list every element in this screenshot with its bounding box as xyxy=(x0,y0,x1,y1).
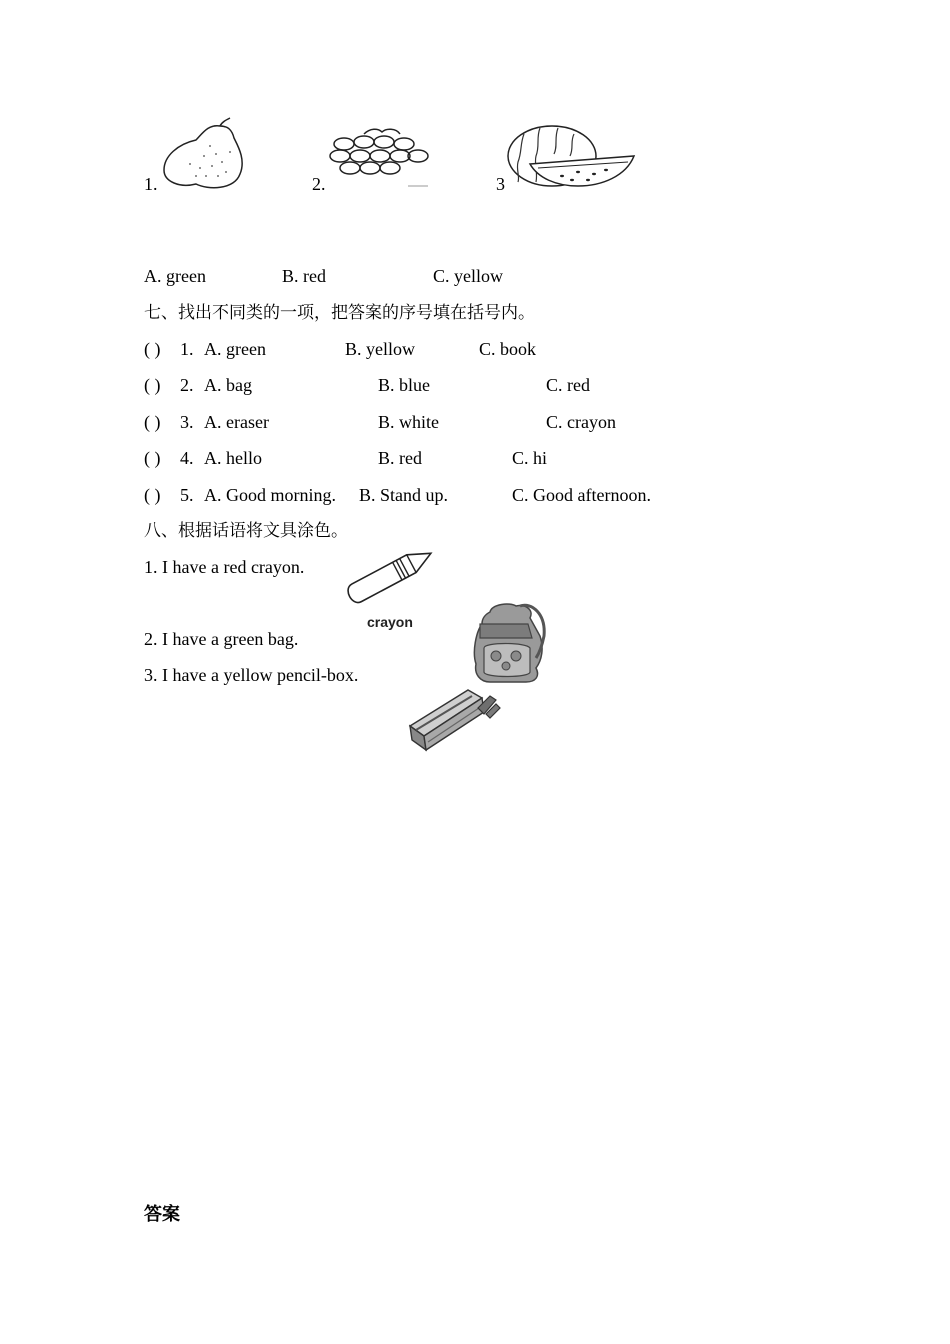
choice-b: B. white xyxy=(378,412,439,432)
fruit-number-2: 2. xyxy=(312,174,326,194)
crayon-icon[interactable] xyxy=(342,542,442,606)
sentence-2: 2. I have a green bag. xyxy=(144,629,299,649)
question-number: 5. xyxy=(180,485,194,505)
pencil-box-icon[interactable] xyxy=(406,686,502,754)
option-b: B. red xyxy=(282,266,326,286)
sentence-1: 1. I have a red crayon. xyxy=(144,557,305,577)
choice-c: C. book xyxy=(479,339,537,359)
choice-c: C. crayon xyxy=(546,412,616,432)
answer-bracket[interactable]: ( ) xyxy=(144,485,161,505)
fruit-number-3: 3 xyxy=(496,174,505,194)
grapes-icon xyxy=(328,126,432,188)
section-8-title: 八、根据话语将文具涂色。 xyxy=(144,521,348,541)
option-c: C. yellow xyxy=(433,266,503,286)
option-a: A. green xyxy=(144,266,206,286)
fruit-number-1: 1. xyxy=(144,174,158,194)
question-number: 4. xyxy=(180,448,194,468)
answer-bracket[interactable]: ( ) xyxy=(144,375,161,395)
choice-a: A. Good morning. xyxy=(204,485,336,505)
question-number: 3. xyxy=(180,412,194,432)
answer-bracket[interactable]: ( ) xyxy=(144,339,161,359)
backpack-icon[interactable] xyxy=(470,602,550,684)
choice-a: A. bag xyxy=(204,375,252,395)
crayon-label: crayon xyxy=(367,614,413,630)
choice-b: B. blue xyxy=(378,375,430,395)
watermelon-icon xyxy=(506,124,638,190)
choice-c: C. Good afternoon. xyxy=(512,485,651,505)
choice-a: A. eraser xyxy=(204,412,269,432)
choice-c: C. red xyxy=(546,375,590,395)
choice-b: B. red xyxy=(378,448,422,468)
sentence-3: 3. I have a yellow pencil-box. xyxy=(144,665,359,685)
question-number: 1. xyxy=(180,339,194,359)
choice-c: C. hi xyxy=(512,448,548,468)
question-number: 2. xyxy=(180,375,194,395)
answers-heading: 答案 xyxy=(144,1204,180,1225)
choice-b: B. Stand up. xyxy=(359,485,449,505)
section-7-title: 七、找出不同类的一项，把答案的序号填在括号内。 xyxy=(144,303,535,323)
choice-b: B. yellow xyxy=(345,339,415,359)
answer-bracket[interactable]: ( ) xyxy=(144,448,161,468)
pear-icon xyxy=(160,116,266,190)
choice-a: A. hello xyxy=(204,448,262,468)
choice-a: A. green xyxy=(204,339,266,359)
answer-bracket[interactable]: ( ) xyxy=(144,412,161,432)
